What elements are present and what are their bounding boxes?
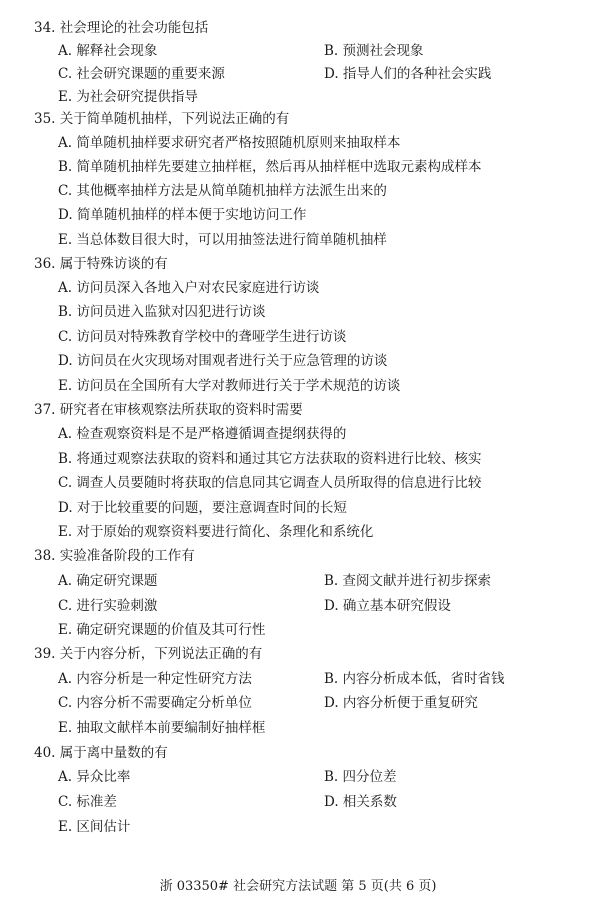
question-38-option-e: E. 确定研究课题的价值及其可行性 — [58, 622, 266, 638]
question-35-option-d: D. 简单随机抽样的样本便于实地访问工作 — [58, 207, 307, 223]
question-40-option-b: B. 四分位差 — [324, 769, 397, 785]
question-36-option-e: E. 访问员在全国所有大学对教师进行关于学术规范的访谈 — [58, 378, 401, 394]
question-40-option-e: E. 区间估计 — [58, 819, 131, 835]
question-37-option-a: A. 检查观察资料是不是严格遵循调查提纲获得的 — [58, 426, 347, 442]
question-39-option-c: C. 内容分析不需要确定分析单位 — [58, 695, 252, 711]
question-34-option-d: D. 指导人们的各种社会实践 — [324, 66, 492, 82]
question-35-option-b: B. 简单随机抽样先要建立抽样框，然后再从抽样框中选取元素构成样本 — [58, 159, 482, 175]
question-35-option-c: C. 其他概率抽样方法是从简单随机抽样方法派生出来的 — [58, 183, 387, 199]
question-34-option-e: E. 为社会研究提供指导 — [58, 89, 198, 105]
question-36-stem: 36. 属于特殊访谈的有 — [34, 256, 168, 272]
question-39-option-a: A. 内容分析是一种定性研究方法 — [58, 671, 252, 687]
question-39-option-b: B. 内容分析成本低，省时省钱 — [324, 671, 505, 687]
question-37-option-e: E. 对于原始的观察资料要进行简化、条理化和系统化 — [58, 524, 374, 540]
question-39-stem: 39. 关于内容分析，下列说法正确的有 — [34, 646, 263, 662]
question-36-option-a: A. 访问员深入各地入户对农民家庭进行访谈 — [58, 280, 320, 296]
question-35-option-e: E. 当总体数目很大时，可以用抽签法进行简单随机抽样 — [58, 232, 387, 248]
question-35-option-a: A. 简单随机抽样要求研究者严格按照随机原则来抽取样本 — [58, 135, 401, 151]
question-38-stem: 38. 实验准备阶段的工作有 — [34, 548, 195, 564]
question-34-option-a: A. 解释社会现象 — [58, 43, 158, 59]
question-40-option-d: D. 相关系数 — [324, 794, 397, 810]
question-37-option-d: D. 对于比较重要的问题，要注意调查时间的长短 — [58, 500, 347, 516]
question-38-option-b: B. 查阅文献并进行初步探索 — [324, 573, 492, 589]
question-38-option-d: D. 确立基本研究假设 — [324, 598, 451, 614]
question-36-option-c: C. 访问员对特殊教育学校中的聋哑学生进行访谈 — [58, 329, 347, 345]
question-34-stem: 34. 社会理论的社会功能包括 — [34, 20, 209, 36]
question-35-stem: 35. 关于简单随机抽样，下列说法正确的有 — [34, 111, 290, 127]
question-38-option-c: C. 进行实验刺激 — [58, 598, 158, 614]
question-37-stem: 37. 研究者在审核观察法所获取的资料时需要 — [34, 402, 303, 418]
question-40-option-c: C. 标准差 — [58, 794, 117, 810]
page-footer: 浙 03350# 社会研究方法试题 第 5 页(共 6 页) — [159, 879, 437, 894]
question-40-option-a: A. 异众比率 — [58, 769, 131, 785]
question-37-option-b: B. 将通过观察法获取的资料和通过其它方法获取的资料进行比较、核实 — [58, 451, 482, 467]
question-38-option-a: A. 确定研究课题 — [58, 573, 158, 589]
question-36-option-d: D. 访问员在火灾现场对围观者进行关于应急管理的访谈 — [58, 353, 388, 369]
question-39-option-d: D. 内容分析便于重复研究 — [324, 695, 478, 711]
question-36-option-b: B. 访问员进入监狱对囚犯进行访谈 — [58, 304, 266, 320]
question-40-stem: 40. 属于离中量数的有 — [34, 745, 168, 761]
question-37-option-c: C. 调查人员要随时将获取的信息同其它调查人员所取得的信息进行比较 — [58, 475, 482, 491]
question-39-option-e: E. 抽取文献样本前要编制好抽样框 — [58, 720, 266, 736]
question-34-option-b: B. 预测社会现象 — [324, 43, 424, 59]
question-34-option-c: C. 社会研究课题的重要来源 — [58, 66, 225, 82]
